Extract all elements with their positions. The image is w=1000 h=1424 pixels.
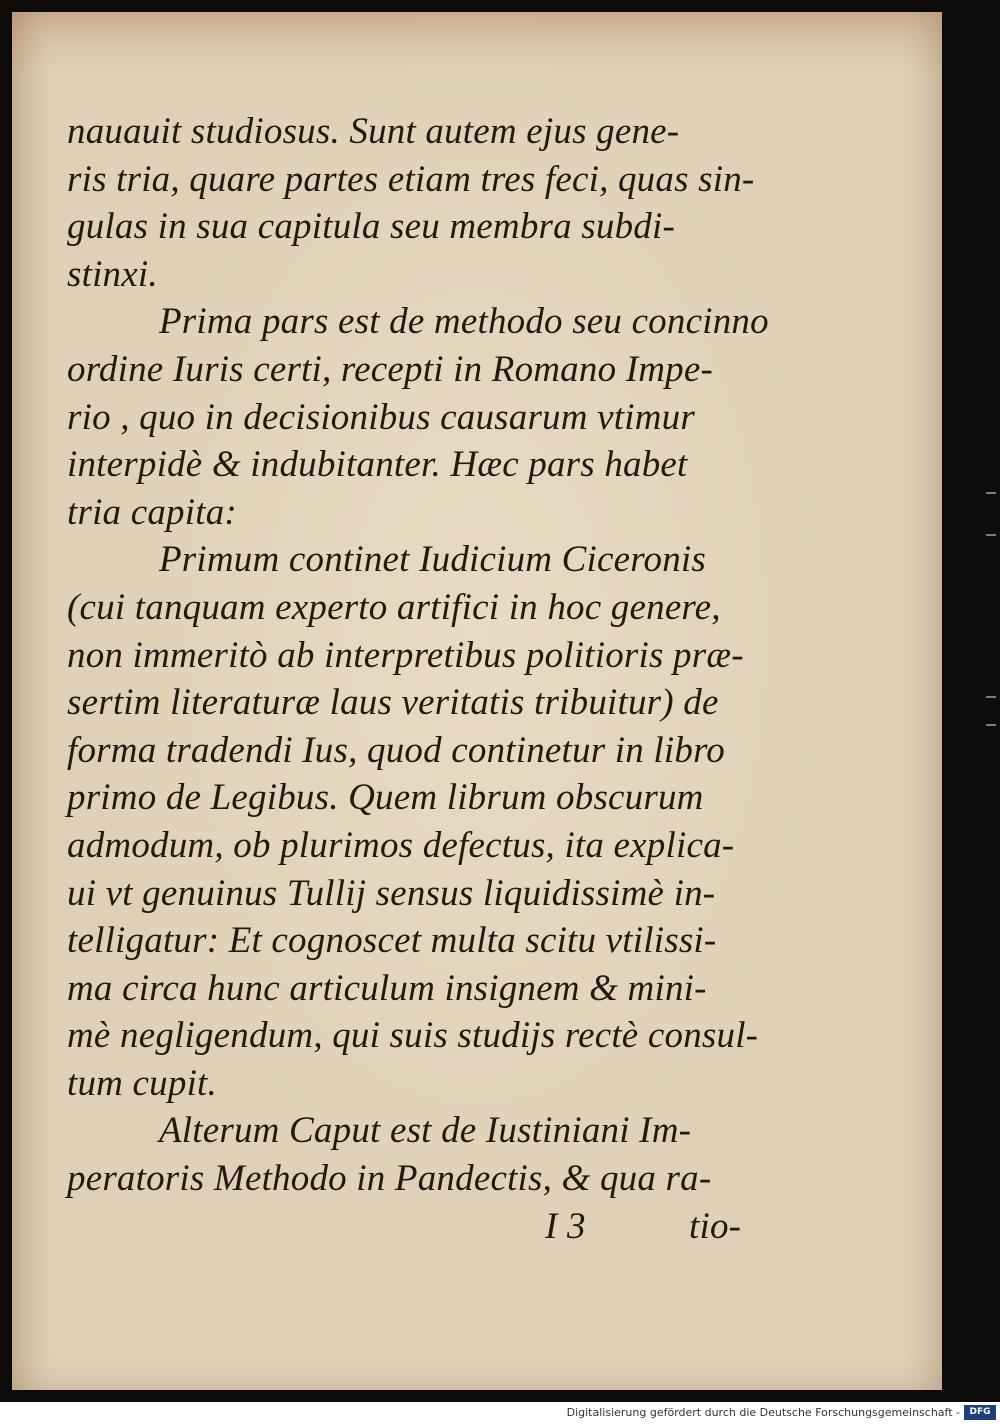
text-line: ma circa hunc articulum insignem & mini- <box>67 967 707 1009</box>
page-foot <box>67 1203 767 1251</box>
footer-credit: Digitalisierung gefördert durch die Deutsche Forschungsgemeinschaft - <box>566 1406 960 1419</box>
text-line: forma tradendi Ius, quod continetur in libro <box>67 729 725 771</box>
text-line: Alterum Caput est de Iustiniani Im- <box>159 1110 692 1152</box>
text-line: telligatur: Et cognoscet multa scitu vtilissi- <box>67 920 717 962</box>
text-line: tum cupit. <box>67 1062 217 1104</box>
text-line: peratoris Methodo in Pandectis, & qua ra- <box>67 1158 712 1200</box>
text-line: rio , quo in decisionibus causarum vtimur <box>67 396 695 438</box>
text-line: non immeritò ab interpretibus politioris præ- <box>67 634 744 676</box>
text-line: Prima pars est de methodo seu concinno <box>159 301 769 343</box>
text-line: Primum continet Iudicium Ciceronis <box>159 539 706 581</box>
text-line: ui vt genuinus Tullij sensus liquidissimè in- <box>67 872 716 914</box>
text-line: admodum, ob plurimos defectus, ita explica- <box>67 824 735 866</box>
signature-mark: I 3 <box>545 1205 586 1247</box>
scan-tick <box>986 724 996 726</box>
text-line: ris tria, quare partes etiam tres feci, quas sin- <box>67 158 755 200</box>
page-text <box>67 108 767 1250</box>
text-line: gulas in sua capitula seu membra subdi- <box>67 206 676 248</box>
text-line: stinxi. <box>67 253 158 295</box>
text-line: (cui tanquam experto artifici in hoc genere, <box>67 586 721 628</box>
page-stain <box>12 12 942 72</box>
catchword: tio- <box>689 1205 742 1247</box>
footer-bar <box>0 1402 1000 1424</box>
text-line: nauauit studiosus. Sunt autem ejus gene- <box>67 111 680 152</box>
text-line: tria capita: <box>67 491 237 533</box>
text-line: interpidè & indubitanter. Hæc pars habet <box>67 444 688 486</box>
scan-tick <box>986 534 996 536</box>
dfg-logo: DFG <box>964 1405 996 1420</box>
scan-tick <box>986 696 996 698</box>
text-line: mè negligendum, qui suis studijs rectè consul- <box>67 1015 759 1057</box>
scan-margin <box>942 12 1000 1390</box>
scan-tick <box>986 492 996 494</box>
text-line: primo de Legibus. Quem librum obscurum <box>67 777 704 819</box>
text-line: sertim literaturæ laus veritatis tribuitur) de <box>67 682 719 724</box>
text-line: ordine Iuris certi, recepti in Romano Impe- <box>67 348 714 390</box>
book-page <box>12 12 942 1390</box>
